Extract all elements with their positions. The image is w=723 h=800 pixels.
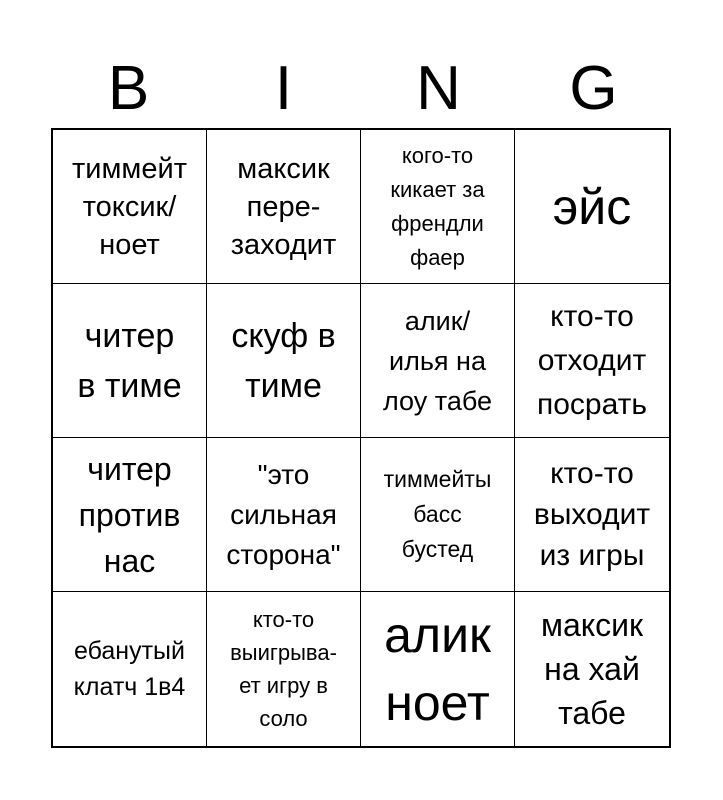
cell-text: кого-то кикает за френдли фаер <box>390 142 485 270</box>
cell-text: "это сильная сторона" <box>226 458 341 570</box>
cell-text: скуф в тиме <box>231 316 336 405</box>
header-letter-b: B <box>107 54 150 123</box>
header-letter-g: G <box>569 54 618 123</box>
bingo-cell[interactable] <box>515 438 669 592</box>
cell-text: кто-то выходит из игры <box>533 457 651 572</box>
header-letter-n: N <box>416 54 461 123</box>
bingo-cell[interactable] <box>361 284 515 438</box>
cell-text: тиммейт токсик/ ноет <box>72 152 187 261</box>
bingo-cell[interactable] <box>207 130 361 284</box>
bingo-cell[interactable] <box>515 130 669 284</box>
cell-text: кто-то отходит посрать <box>536 299 647 421</box>
cell-text: тиммейты басс бустед <box>383 466 492 562</box>
bingo-cell[interactable] <box>515 284 669 438</box>
bingo-cell[interactable] <box>53 592 207 746</box>
bingo-cell[interactable] <box>361 592 515 746</box>
bingo-cell[interactable] <box>515 592 669 746</box>
cell-text: алик ноет <box>384 607 491 731</box>
header-letter-i: I <box>274 54 293 123</box>
bingo-cell[interactable] <box>53 130 207 284</box>
cell-text: читер против нас <box>78 450 181 579</box>
cell-text: эйс <box>552 178 632 235</box>
cell-text: максик на хай табе <box>540 607 644 731</box>
bingo-cell[interactable] <box>207 438 361 592</box>
cell-text: алик/ илья на лоу табе <box>382 305 493 416</box>
bingo-cell[interactable] <box>361 130 515 284</box>
bingo-grid <box>51 128 671 748</box>
cell-text: ебанутый клатч 1в4 <box>73 637 186 701</box>
bingo-cell[interactable] <box>53 438 207 592</box>
bingo-cell[interactable] <box>207 592 361 746</box>
cell-text: максик пере- заходит <box>230 152 337 261</box>
cell-text: кто-то выигрыва- ет игру в соло <box>230 607 337 731</box>
bingo-cell[interactable] <box>361 438 515 592</box>
bingo-cell[interactable] <box>53 284 207 438</box>
bingo-header <box>51 50 671 128</box>
bingo-cell[interactable] <box>207 284 361 438</box>
cell-text: читер в тиме <box>77 316 182 405</box>
